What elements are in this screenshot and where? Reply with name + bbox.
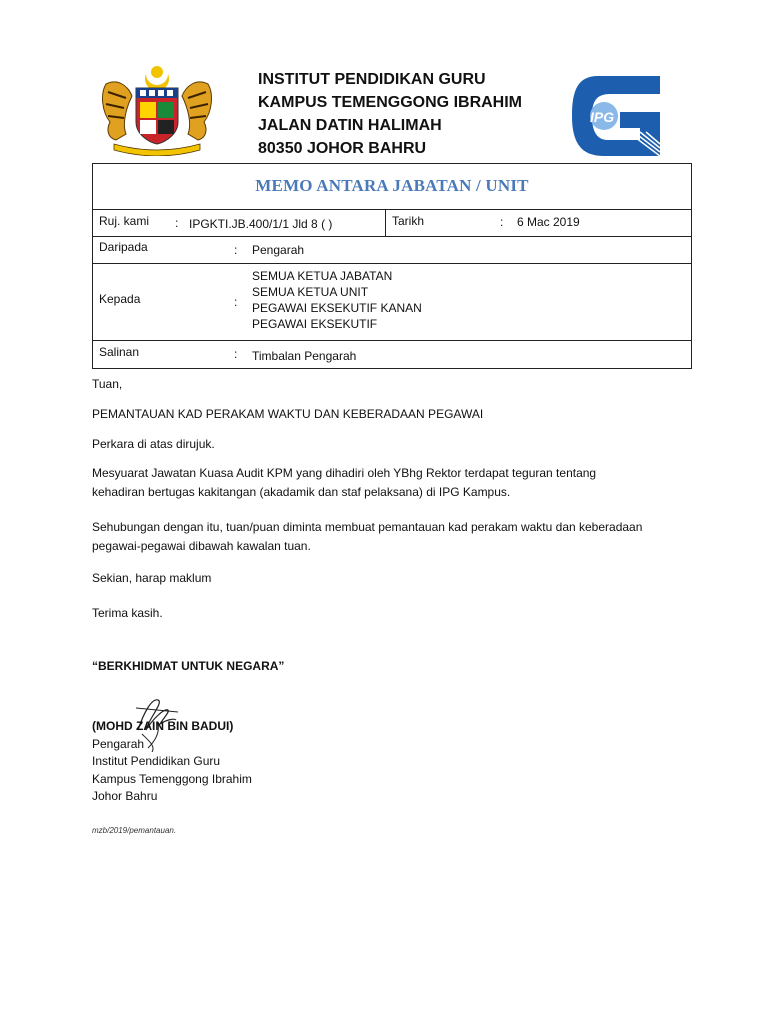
signatory-name: (MOHD ZAIN BIN BADUI) (92, 719, 234, 733)
paragraph-3 (92, 518, 692, 556)
signature-block (92, 718, 252, 806)
recipient-item: PEGAWAI EKSEKUTIF (252, 317, 378, 331)
memo-title: MEMO ANTARA JABATAN / UNIT (255, 176, 529, 195)
institution-header (258, 68, 522, 160)
recipient-item: SEMUA KETUA UNIT (252, 285, 369, 299)
coat-of-arms-logo (96, 64, 218, 156)
subject-line: PEMANTAUAN KAD PERAKAM WAKTU DAN KEBERADAAN PEGAWAI (92, 407, 484, 421)
paragraph-3-line-2: pegawai-pegawai dibawah kawalan tuan. (92, 539, 311, 553)
paragraph-3-line-1: Sehubungan dengan itu, tuan/puan diminta membuat pemantauan kad perakam waktu dan keberadaan (92, 520, 643, 534)
ruj-value: IPGKTI.JB.400/1/1 Jld 8 ( ) (189, 217, 333, 231)
reference-footnote: mzb/2019/pemantauan. (92, 826, 177, 835)
kepada-label: Kepada (99, 292, 141, 306)
salinan-colon: : (234, 347, 238, 361)
closing-line-1: Sekian, harap maklum (92, 571, 212, 585)
header-line-institute: INSTITUT PENDIDIKAN GURU (258, 71, 486, 88)
memo-header-table (92, 163, 692, 369)
daripada-value: Pengarah (252, 243, 305, 257)
daripada-label: Daripada (99, 240, 148, 254)
paragraph-2 (92, 464, 692, 502)
motto: “BERKHIDMAT UNTUK NEGARA” (92, 659, 285, 673)
salinan-value: Timbalan Pengarah (252, 349, 357, 363)
header-line-postcode: 80350 JOHOR BAHRU (258, 140, 427, 157)
paragraph-1: Perkara di atas dirujuk. (92, 437, 215, 451)
ipg-logo-text: IPG (590, 109, 615, 125)
signatory-title: Pengarah (92, 736, 145, 751)
kepada-colon: : (234, 295, 238, 309)
tarikh-label: Tarikh (392, 214, 425, 228)
paragraph-2-line-2: kehadiran bertugas kakitangan (akadamik dan staf pelaksana) di IPG Kampus. (92, 485, 511, 499)
tarikh-colon: : (500, 215, 504, 229)
tarikh-value: 6 Mac 2019 (517, 215, 580, 229)
header-line-campus: KAMPUS TEMENGGONG IBRAHIM (258, 94, 522, 111)
salutation: Tuan, (92, 377, 123, 391)
paragraph-2-line-1: Mesyuarat Jawatan Kuasa Audit KPM yang dihadiri oleh YBhg Rektor terdapat teguran tentang (92, 466, 597, 480)
recipient-item: PEGAWAI EKSEKUTIF KANAN (252, 301, 422, 315)
ruj-colon: : (175, 216, 179, 230)
ruj-label: Ruj. kami (99, 214, 150, 228)
daripada-colon: : (234, 243, 238, 257)
header-line-street: JALAN DATIN HALIMAH (258, 117, 442, 134)
recipient-item: SEMUA KETUA JABATAN (252, 269, 393, 283)
signatory-org-line-2: Kampus Temenggong Ibrahim (92, 771, 252, 786)
ipg-logo (568, 72, 664, 160)
signatory-org-line-3: Johor Bahru (92, 789, 158, 803)
signatory-org-line-1: Institut Pendidikan Guru (92, 754, 221, 768)
salinan-label: Salinan (99, 345, 140, 359)
closing-line-2: Terima kasih. (92, 606, 163, 620)
kepada-recipients (252, 268, 422, 332)
